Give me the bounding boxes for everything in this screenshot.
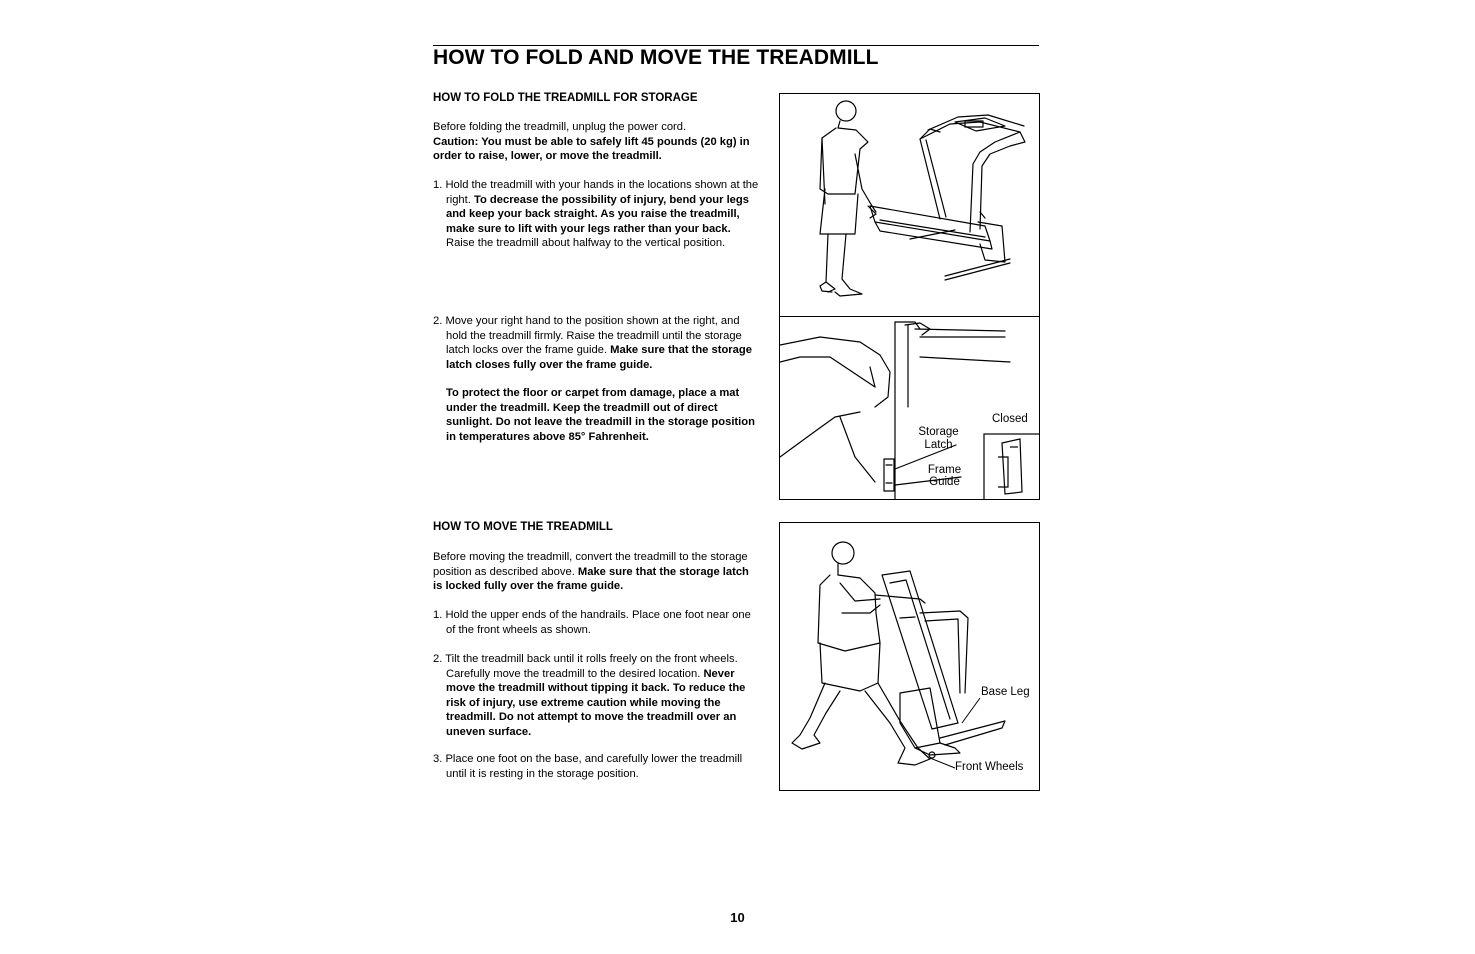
fold-section-heading: HOW TO FOLD THE TREADMILL FOR STORAGE: [433, 92, 698, 104]
label-front-wheels: Front Wheels: [955, 761, 1024, 773]
move-intro: [433, 550, 758, 594]
fold-step-2: [433, 314, 759, 372]
label-storage-latch-line2: Latch: [924, 439, 953, 451]
fold-intro: [433, 120, 758, 164]
fold-step-2-warning: Make sure that the storage latch closes fully over the frame guide.: [446, 344, 752, 371]
fold-caution: Caution: You must be able to safely lift 45 pounds (20 kg) in order to raise, lower, or move the treadmill.: [433, 135, 750, 162]
floor-protection-note: To protect the floor or carpet from damage, place a mat under the treadmill. Keep the treadmill out of direct sunlight. Do not leave the treadmill in the storage position in temperatures above 85° Fahrenheit.: [446, 387, 755, 443]
figure-move-treadmill: [779, 522, 1040, 791]
label-frame-guide-line2: Guide: [929, 476, 960, 488]
page-number: 10: [730, 910, 745, 925]
move-illustration: [780, 523, 1040, 791]
move-step-3: 3. Place one foot on the base, and carefully lower the treadmill until it is resting in the storage position.: [433, 753, 743, 780]
fold-step-1-text-b: Raise the treadmill about halfway to the vertical position.: [446, 237, 726, 249]
fold-step-1-warning: To decrease the possibility of injury, bend your legs and keep your back straight. As you raise the treadmill, make sure to lift with your legs rather than your back.: [446, 193, 749, 235]
label-frame-guide-line1: Frame: [927, 464, 962, 476]
move-step-2-warning: Never move the treadmill without tipping it back. To reduce the risk of injury, use extreme caution while moving the treadmill. Do not attempt to move the treadmill over an uneven surface.: [446, 667, 746, 738]
move-step-1: 1. Hold the upper ends of the handrails. Place one foot near one of the front wheels as shown.: [433, 609, 751, 636]
move-intro-text: Before moving the treadmill, convert the treadmill to the storage position as described above.: [433, 551, 748, 578]
move-step-2-text: 2. Tilt the treadmill back until it rolls freely on the front wheels. Carefully move the treadmill to the desired location.: [433, 653, 738, 680]
fold-step-1: [433, 178, 759, 251]
fold-step-1-text-a: 1. Hold the treadmill with your hands in the locations shown at the right.: [433, 179, 759, 206]
label-storage-latch-line1: Storage: [918, 426, 959, 438]
figure-lift-treadmill: [779, 93, 1040, 318]
label-base-leg: Base Leg: [981, 686, 1030, 698]
label-closed: Closed: [992, 413, 1028, 425]
figure-storage-latch: [779, 316, 1040, 500]
fold-step-2-text: 2. Move your right hand to the position shown at the right, and hold the treadmill firmly. Raise the treadmill until the storage latch locks over the frame guide.: [433, 315, 742, 356]
lift-illustration: [780, 94, 1040, 318]
page-title: HOW TO FOLD AND MOVE THE TREADMILL: [433, 46, 879, 69]
move-intro-warning: Make sure that the storage latch is locked fully over the frame guide.: [433, 565, 749, 592]
fold-intro-text: Before folding the treadmill, unplug the power cord.: [433, 121, 687, 133]
latch-illustration: [780, 317, 1040, 500]
move-step-2: [433, 652, 759, 739]
move-section-heading: HOW TO MOVE THE TREADMILL: [433, 521, 613, 533]
